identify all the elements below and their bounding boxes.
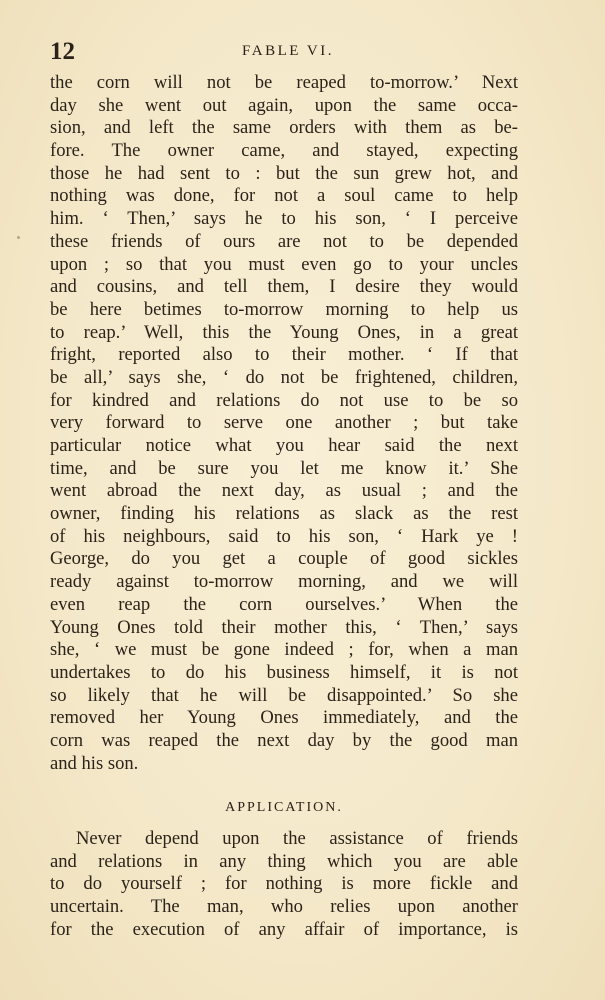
text-line: corn was reaped the next day by the good man (50, 729, 518, 751)
text-line: fright, reported also to their mother. ‘ If that (50, 344, 518, 366)
text-line: and his son. (50, 752, 139, 774)
text-line: fore. The owner came, and stayed, expecting (50, 140, 518, 162)
text-line: went abroad the next day, as usual ; and the (50, 480, 518, 502)
text-line: ready against to-morrow morning, and we will (50, 571, 518, 593)
text-line: even reap the corn ourselves.’ When the (50, 593, 518, 615)
text-line: upon ; so that you must even go to your uncles (50, 253, 518, 275)
text-line: removed her Young Ones immediately, and the (50, 707, 518, 729)
page-header (50, 38, 520, 72)
text-line: time, and be sure you let me know it.’ She (50, 457, 518, 479)
text-line: to reap.’ Well, this the Young Ones, in a great (50, 321, 518, 343)
text-line: nothing was done, for not a soul came to help (50, 185, 518, 207)
application-body-text (50, 828, 518, 941)
text-line: George, do you get a couple of good sickles (50, 548, 518, 570)
application-line: to do yourself ; for nothing is more fickle and (50, 873, 518, 895)
page-number: 12 (50, 38, 75, 65)
application-line: for the execution of any affair of importance, is (50, 918, 518, 940)
text-line: those he had sent to : but the sun grew hot, and (50, 162, 518, 184)
application-heading: APPLICATION. (225, 800, 343, 815)
paper-speck (17, 236, 20, 239)
fable-body-text (50, 72, 518, 775)
text-line: for kindred and relations do not use to be so (50, 389, 518, 411)
text-line: owner, finding his relations as slack as the rest (50, 503, 518, 525)
text-line: Young Ones told their mother this, ‘ Then,’ says (50, 616, 518, 638)
text-line: and cousins, and tell them, I desire they would (50, 276, 518, 298)
text-line: of his neighbours, said to his son, ‘ Hark ye ! (50, 525, 518, 547)
application-line: and relations in any thing which you are able (50, 850, 518, 872)
text-line: so likely that he will be disappointed.’ So she (50, 684, 518, 706)
text-line: be here betimes to-morrow morning to help us (50, 298, 518, 320)
text-line: day she went out again, upon the same occa- (50, 94, 518, 116)
text-line: particular notice what you hear said the next (50, 435, 518, 456)
application-line: uncertain. The man, who relies upon another (50, 896, 518, 918)
application-line: Never depend upon the assistance of friends (76, 828, 518, 849)
text-line: him. ‘ Then,’ says he to his son, ‘ I perceive (50, 208, 518, 230)
text-line: undertakes to do his business himself, it is not (50, 661, 518, 683)
text-line: very forward to serve one another ; but take (50, 412, 518, 434)
text-line: be all,’ says she, ‘ do not be frightened, children, (50, 366, 518, 388)
running-head: FABLE VI. (242, 43, 334, 59)
text-line: she, ‘ we must be gone indeed ; for, when a man (50, 639, 518, 661)
text-line: sion, and left the same orders with them as be- (50, 117, 518, 139)
text-line: the corn will not be reaped to-morrow.’ Next (50, 72, 518, 93)
text-line: these friends of ours are not to be depended (50, 230, 518, 252)
